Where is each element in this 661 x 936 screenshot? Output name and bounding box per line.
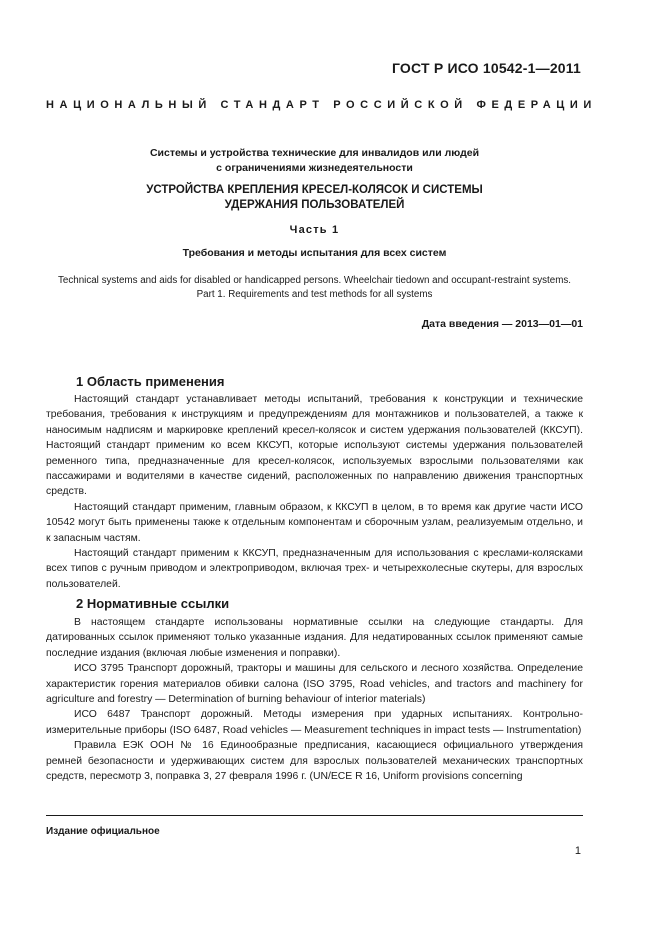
standard-code: ГОСТ Р ИСО 10542-1—2011 [391, 60, 581, 76]
subtitle: Требования и методы испытания для всех систем [182, 247, 447, 259]
title-general [46, 146, 583, 176]
footer-divider [46, 815, 583, 816]
english-title-line1: Technical systems and aids for disabled or handicapped persons. Wheelchair tiedown and occupant-restraint systems. [58, 275, 571, 286]
section-title-references: 2 Нормативные ссылки [76, 596, 230, 611]
title-main-line1: УСТРОЙСТВА КРЕПЛЕНИЯ КРЕСЕЛ-КОЛЯСОК И СИСТЕМЫ [146, 184, 483, 196]
title-general-line2: с ограничениями жизнедеятельности [216, 162, 413, 174]
section-body-scope [46, 392, 583, 592]
page-number: 1 [574, 845, 581, 857]
national-standard-heading: НАЦИОНАЛЬНЫЙ СТАНДАРТ РОССИЙСКОЙ ФЕДЕРАЦИИ [46, 99, 597, 111]
paragraph: ИСО 3795 Транспорт дорожный, тракторы и машины для сельского и лесного хозяйства. Определение характеристик горения материалов обивки салона (ISO 3795, Road vehicles, and tractors and machinery for agriculture and forestry — Determination of burning behaviour of interior materials) [46, 663, 583, 706]
part-label: Часть 1 [289, 224, 340, 236]
paragraph: В настоящем стандарте использованы нормативные ссылки на следующие стандарты. Для датированных ссылок применяют только указанные издания. Для недатированных ссылок применяют самые последние издания (включая любые изменения и поправки). [46, 617, 583, 659]
paragraph: Правила ЕЭК ООН № 16 Единообразные предписания, касающиеся официального утверждения ремней безопасности и удерживающих систем для взрослых пользователей механических транспортных средств, пересмотр 3, поправка 3, 27 февраля 1996 г. (UN/ECE R 16, Uniform provisions concerning [46, 740, 583, 783]
title-main-line2: УДЕРЖАНИЯ ПОЛЬЗОВАТЕЛЕЙ [224, 199, 405, 211]
edition-label: Издание официальное [46, 826, 160, 837]
english-title [46, 274, 583, 302]
title-general-line1: Системы и устройства технические для инвалидов или людей [149, 147, 480, 159]
title-main [46, 183, 583, 213]
introduction-date: Дата введения — 2013—01—01 [421, 318, 583, 330]
section-body-references [46, 615, 583, 784]
paragraph: Настоящий стандарт применим к ККСУП, предназначенным для использования с креслами-колясками всех типов с ручным приводом и электроприводом, включая трех- и четырехколесные скутеры, для взрослых пользователей. [46, 548, 583, 590]
paragraph: Настоящий стандарт устанавливает методы испытаний, требования к конструкции и технические требования, требования к инструкциям и предупреждениям для монтажников и пользователей, а также к наносимым надписям и маркировке креплений кресел-колясок и систем удержания пользователей (ККСУП). Настоящий стандарт применим ко всем ККСУП, которые используют системы удержания пользователей ременного типа, предназначенные для кресел-колясок, используемых взрослыми пользователями как пассажирами и водителями в качестве сидений, расположенных по направлению движения транспортных средств. [46, 394, 583, 498]
english-title-line2: Part 1. Requirements and test methods for all systems [196, 289, 433, 300]
paragraph: ИСО 6487 Транспорт дорожный. Методы измерения при ударных испытаниях. Контрольно-измерительные приборы (ISO 6487, Road vehicles — Measurement techniques in impact tests — Instrumentation) [46, 709, 583, 736]
section-title-scope: 1 Область применения [76, 374, 225, 389]
paragraph: Настоящий стандарт применим, главным образом, к ККСУП в целом, в то время как другие части ИСО 10542 могут быть применены также к отдельным компонентам и сборочным узлам, реализуемым отдельно, и к запасным частям. [46, 501, 583, 544]
